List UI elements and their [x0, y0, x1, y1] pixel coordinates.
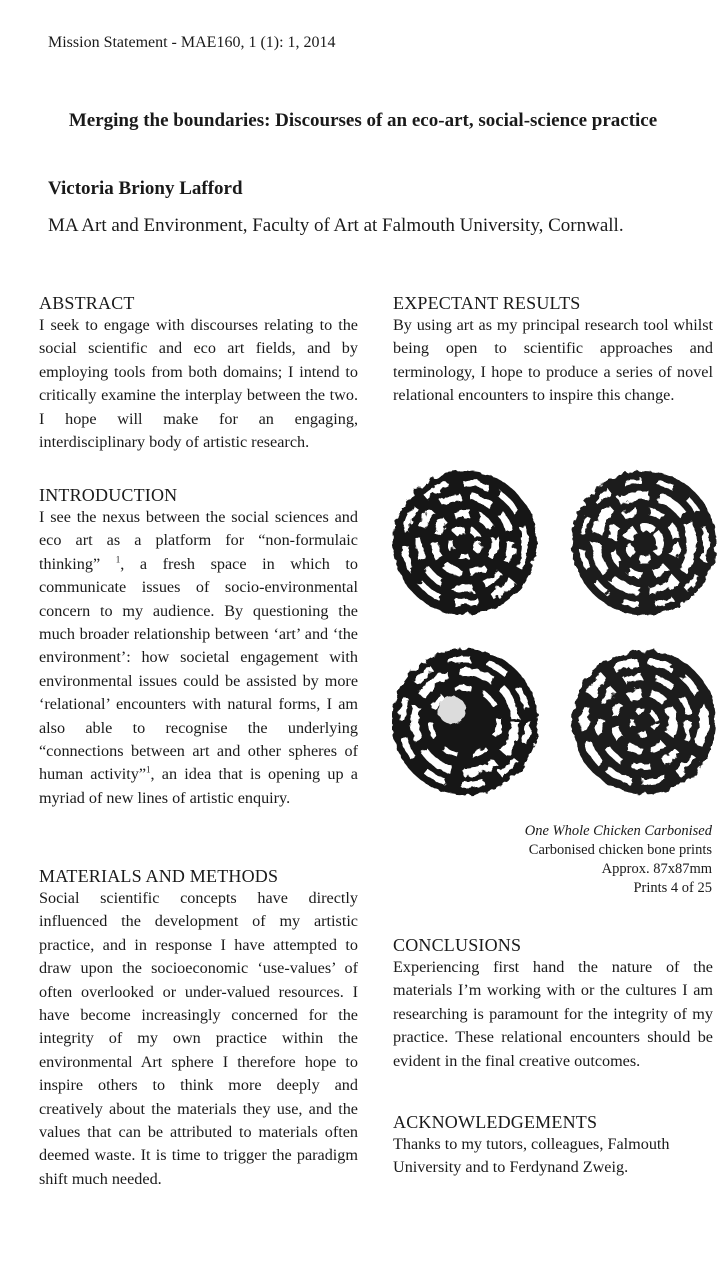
caption-line: Approx. 87x87mm — [601, 861, 712, 877]
author-affiliation: MA Art and Environment, Faculty of Art at Falmouth University, Cornwall. — [48, 215, 624, 236]
materials-text: Social scientific concepts have directly influenced the development of my artistic practice, and in response I have attempted to draw upon the socioeconomic ‘use-values’ of often overlooked or under-valued resources. I have become increasingly concerned for the integrity of my own practice within the environmental Art sphere I therefore hope to inspire others to think more deeply and creatively about the materials they use, and the values that can be attributed to materials often deemed waste. It is time to trigger the paradigm shift much needed. — [39, 889, 358, 1188]
introduction-heading: INTRODUCTION — [39, 485, 178, 505]
materials-section — [39, 865, 358, 1191]
print-top-left — [393, 471, 537, 615]
acknowledgements-text: Thanks to my tutors, colleagues, Falmouth University and to Ferdynand Zweig. — [393, 1135, 670, 1177]
abstract-section — [39, 292, 358, 454]
print-bottom-left — [392, 649, 538, 795]
conclusions-text: Experiencing first hand the nature of the materials I’m working with or the cultures I am researching is paramount for the integrity of my practice. These relational encounters should be evident in the final creative outcomes. — [393, 958, 713, 1070]
introduction-section — [39, 484, 358, 810]
acknowledgements-heading: ACKNOWLEDGEMENTS — [393, 1112, 598, 1132]
caption-title: One Whole Chicken Carbonised — [524, 823, 712, 839]
conclusions-heading: CONCLUSIONS — [393, 935, 522, 955]
acknowledgements-section — [393, 1111, 713, 1180]
introduction-text: I see the nexus between the social sciences and eco art as a platform for “non-formulaic thinking” $^1$, a fresh space in which to communicate issues of socio-environmental concern to my audience. By questioning the much broader relationship between ‘art’ and ‘the environment’: how societal engagement with environmental issues could be assisted by more ‘relational’ encounters with natural forms, I am also able to recognise the underlying “connections between art and other spheres of human activity”$^1$, an idea that is opening up a myriad of new lines of artistic enquiry. — [39, 508, 359, 807]
figure-caption — [525, 822, 712, 898]
abstract-text: I seek to engage with discourses relating to the social scientific and eco art fields, and by employing tools from both domains; I intend to critically examine the interplay between the two. I hope will make for an engaging, interdisciplinary body of artistic research. — [39, 316, 358, 452]
paper-title: Merging the boundaries: Discourses of an eco-art, social-science practice — [68, 110, 658, 131]
author-name: Victoria Briony Lafford — [48, 178, 243, 199]
print-bottom-right — [572, 650, 716, 794]
caption-line: Prints 4 of 25 — [633, 880, 712, 896]
results-text: By using art as my principal research tool whilst being open to scientific approaches and terminology, I hope to produce a series of novel relational encounters to inspire this change. — [393, 316, 713, 405]
conclusions-section — [393, 934, 713, 1073]
abstract-heading: ABSTRACT — [39, 293, 135, 313]
results-heading: EXPECTANT RESULTS — [393, 293, 581, 313]
materials-heading: MATERIALS AND METHODS — [39, 866, 279, 886]
caption-line: Carbonised chicken bone prints — [528, 842, 712, 858]
reference-marker: 1 — [146, 765, 151, 776]
print-top-right — [572, 471, 716, 615]
reference-marker: 1 — [115, 554, 121, 565]
chicken-bone-prints-image — [392, 460, 726, 800]
journal-header: Mission Statement - MAE160, 1 (1): 1, 2014 — [48, 34, 336, 51]
results-section — [393, 292, 713, 408]
